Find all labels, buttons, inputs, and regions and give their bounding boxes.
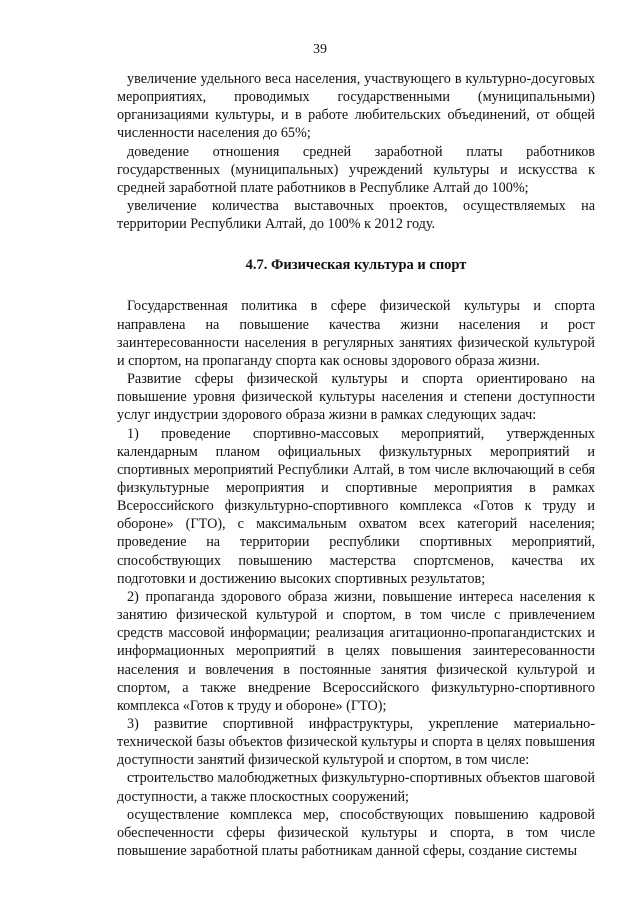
page-number: 39: [313, 42, 327, 57]
section-heading: 4.7. Физическая культура и спорт: [245, 257, 467, 274]
list-item-exhibitions: увеличение количества выставочных проектов, осуществляемых на территории Республики Алтай, до 100% к 2012 году.: [117, 198, 595, 233]
section-paragraph-policy: Государственная политика в сфере физической культуры и спорта направлена на повышение качества жизни населения и рост заинтересованности населения в регулярных занятиях физической культурой и спортом, на пропаганду спорта как основы здорового образа жизни.: [117, 298, 595, 369]
sub-item-staffing: осуществление комплекса мер, способствующих повышению кадровой обеспеченности сферы физической культуры и спорта, в том числе повышение заработной платы работникам данной сферы, создание системы: [117, 806, 595, 860]
task-item-3: 3) развитие спортивной инфраструктуры, укрепление материально-технической базы объектов физической культуры и спорта в целях повышения доступности занятий физической культурой и спортом, в том числе:: [117, 716, 595, 769]
task-item-2: 2) пропаганда здорового образа жизни, повышение интереса населения к занятию физической культурой и спортом, в том числе с привлечением средств массовой информации; реализация агитационно-пропагандистских и информационных мероприятий в целях повышения заинтересованности населения и вовлечения в постоянные занятия физической культурой и спортом, а также внедрение Всероссийского физкультурно-спортивного комплекса «Готов к труду и обороне» (ГТО);: [117, 588, 595, 714]
task-item-1: 1) проведение спортивно-массовых мероприятий, утвержденных календарным планом официальных физкультурных мероприятий и спортивных мероприятий Республики Алтай, в том числе включающий в себя физкультурные мероприятия и спортивные мероприятия в рамках Всероссийского физкультурно-спортивного комплекса «Готов к труду и обороне» (ГТО), с максимальным охватом всех категорий населения; проведение на территории республики спортивных мероприятий, способствующих повышению мастерства спортсменов, качества их подготовки и достижению высоких спортивных результатов;: [117, 425, 595, 587]
list-item-culture-participation: увеличение удельного веса населения, участвующего в культурно-досуговых мероприятиях, проводимых государственными (муниципальными) организациями культуры, и в работе любительских объединений, от общей численности населения до 65%;: [117, 71, 595, 142]
sub-item-construction: строительство малобюджетных физкультурно-спортивных объектов шаговой доступности, а также плоскостных сооружений;: [117, 770, 595, 805]
list-item-salary-ratio: доведение отношения средней заработной платы работников государственных (муниципальных) учреждений культуры и искусства к средней заработной плате работников в Республике Алтай до 100%;: [117, 143, 595, 196]
section-paragraph-development: Развитие сферы физической культуры и спорта ориентировано на повышение уровня физической культуры населения и степени доступности услуг индустрии здорового образа жизни в рамках следующих задач:: [117, 371, 595, 424]
document-body: [117, 70, 595, 860]
